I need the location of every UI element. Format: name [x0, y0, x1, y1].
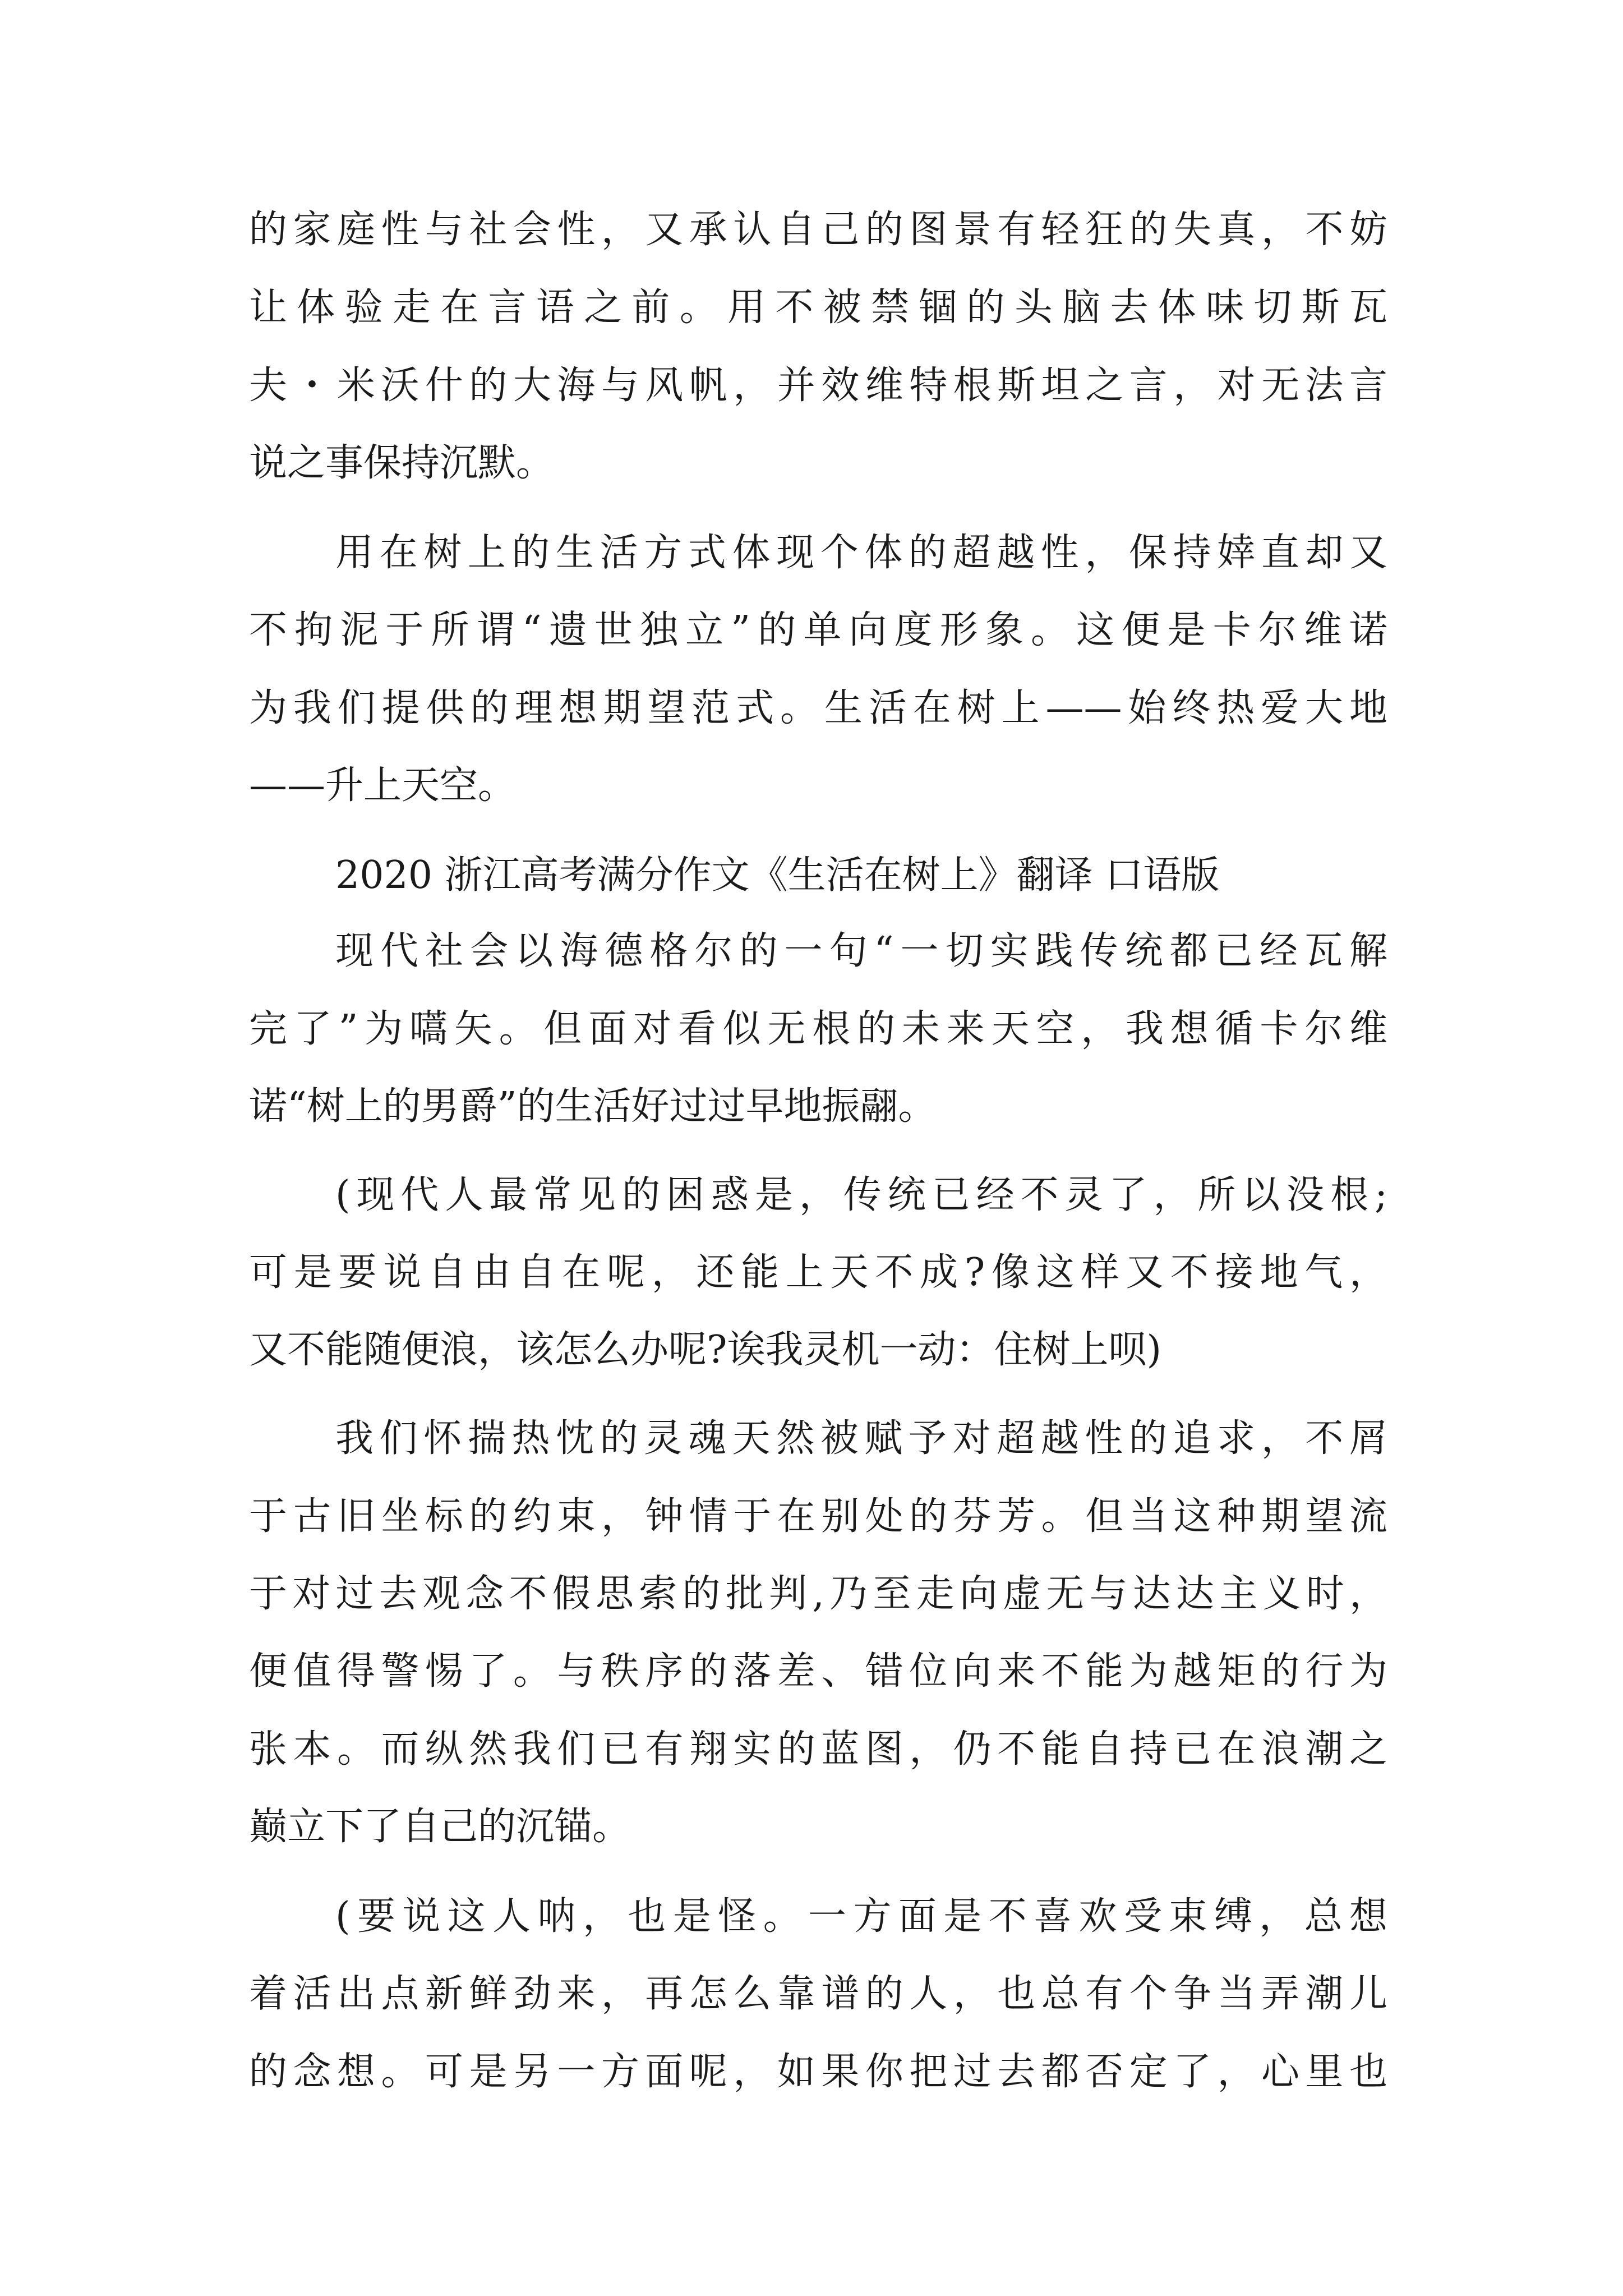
paragraph-first-line: (要说这人呐，也是怪。一方面是不喜欢受束缚，总想 — [335, 1894, 1387, 1939]
text-line: 于对过去观念不假思索的批判,乃至走向虚无与达达主义时， — [249, 1572, 1387, 1616]
text-line: 于古旧坐标的约束，钟情于在别处的芬芳。但当这种期望流 — [249, 1494, 1387, 1539]
paragraph-first-line: 我们怀揣热忱的灵魂天然被赋予对超越性的追求，不屑 — [335, 1416, 1387, 1461]
text-line: 的家庭性与社会性，又承认自己的图景有轻狂的失真，不妨 — [249, 208, 1387, 252]
text-line: 的念想。可是另一方面呢，如果你把过去都否定了，心里也 — [249, 2050, 1387, 2094]
paragraph-first-line: (现代人最常见的困惑是，传统已经不灵了，所以没根; — [335, 1173, 1387, 1217]
text-line: 完了”为嚆矢。但面对看似无根的未来天空，我想循卡尔维 — [249, 1007, 1387, 1051]
text-line: 诺“树上的男爵”的生活好过过早地振翮。 — [249, 1084, 937, 1129]
section-heading: 2020 浙江高考满分作文《生活在树上》翻译 口语版 — [335, 853, 1220, 898]
text-line: 让体验走在言语之前。用不被禁锢的头脑去体味切斯瓦 — [249, 286, 1387, 330]
text-line: 张本。而纵然我们已有翔实的蓝图，仍不能自持已在浪潮之 — [249, 1727, 1387, 1772]
text-line: ——升上天空。 — [249, 763, 517, 808]
text-line: 说之事保持沉默。 — [249, 441, 555, 485]
text-line: 为我们提供的理想期望范式。生活在树上——始终热爱大地 — [249, 686, 1387, 730]
text-line: 着活出点新鲜劲来，再怎么靠谱的人，也总有个争当弄潮儿 — [249, 1972, 1387, 2016]
text-line: 便值得警惕了。与秩序的落差、错位向来不能为越矩的行为 — [249, 1649, 1387, 1694]
text-line: 巅立下了自己的沉锚。 — [249, 1805, 631, 1849]
text-line: 可是要说自由自在呢，还能上天不成?像这样又不接地气， — [249, 1250, 1387, 1295]
paragraph-first-line: 用在树上的生活方式体现个体的超越性，保持婞直却又 — [335, 531, 1387, 575]
text-line: 又不能随便浪，该怎么办呢?诶我灵机一动：住树上呗) — [249, 1328, 1161, 1372]
text-line: 夫・米沃什的大海与风帆，并效维特根斯坦之言，对无法言 — [249, 364, 1387, 408]
text-line: 不拘泥于所谓“遗世独立”的单向度形象。这便是卡尔维诺 — [249, 608, 1387, 652]
paragraph-first-line: 现代社会以海德格尔的一句“一切实践传统都已经瓦解 — [335, 929, 1387, 973]
